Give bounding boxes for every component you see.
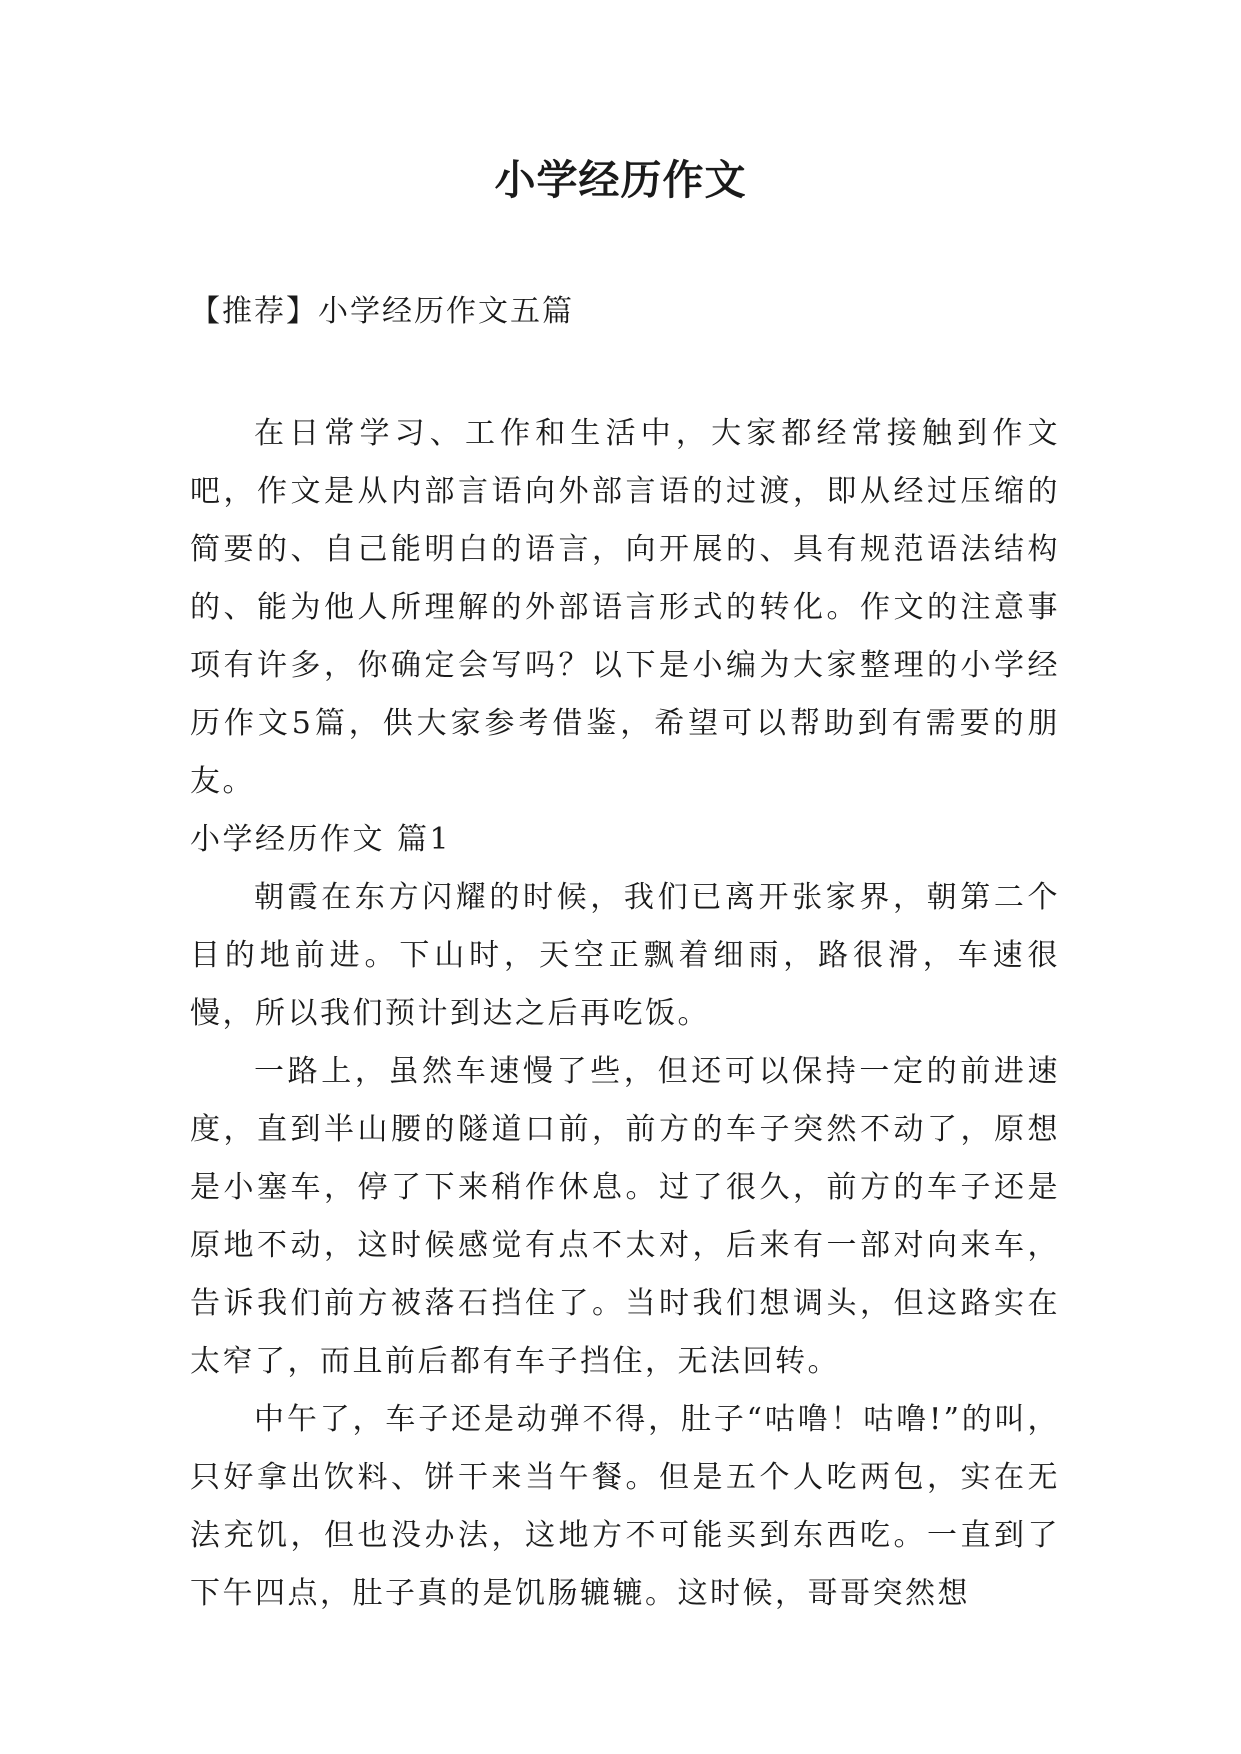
- section-heading: 小学经历作文 篇1: [190, 822, 452, 857]
- body-paragraph: 一路上，虽然车速慢了些，但还可以保持一定的前进速度，直到半山腰的隧道口前，前方的车子突然不动了，原想是小塞车，停了下来稍作休息。过了很久，前方的车子还是原地不动，这时候感觉有点不太对，后来有一部对向来车，告诉我们前方被落石挡住了。当时我们想调头，但这路实在太窄了，而且前后都有车子挡住，无法回转。: [190, 1054, 1060, 1379]
- intro-paragraph: 在日常学习、工作和生活中，大家都经常接触到作文吧，作文是从内部言语向外部言语的过渡，即从经过压缩的简要的、自己能明白的语言，向开展的、具有规范语法结构的、能为他人所理解的外部语言形式的转化。作文的注意事项有许多，你确定会写吗？以下是小编为大家整理的小学经历作文5篇，供大家参考借鉴，希望可以帮助到有需要的朋友。: [190, 416, 1060, 799]
- document-body: [190, 405, 1060, 1623]
- body-paragraph: 中午了，车子还是动弹不得，肚子“咕噜！咕噜!”的叫，只好拿出饮料、饼干来当午餐。但是五个人吃两包，实在无法充饥，但也没办法，这地方不可能买到东西吃。一直到了下午四点，肚子真的是饥肠辘辘。这时候，哥哥突然想: [190, 1402, 1060, 1611]
- body-paragraph: 朝霞在东方闪耀的时候，我们已离开张家界，朝第二个目的地前进。下山时，天空正飘着细雨，路很滑，车速很慢，所以我们预计到达之后再吃饭。: [190, 880, 1060, 1031]
- document-subtitle: 【推荐】小学经历作文五篇: [190, 294, 574, 329]
- document-title: 小学经历作文: [494, 156, 747, 204]
